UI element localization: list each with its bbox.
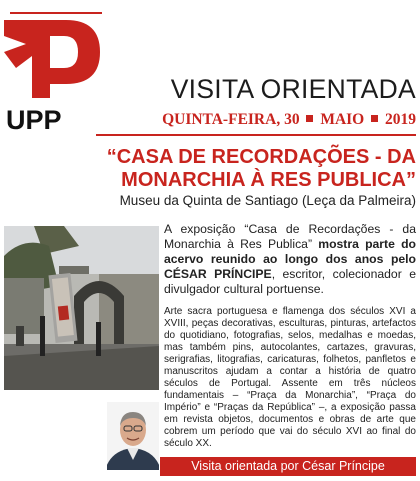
date-day: QUINTA-FEIRA, 30 — [162, 111, 300, 128]
exhibition-description: Arte sacra portuguesa e flamenga dos séculos XVI a XVIII, peças decorativas, esculturas, pinturas, artefactos do quotidiano, fotografias, selos, medalhas e moedas, mas também pins, autocolantes, cartazes, gravuras, serigrafias, litografias, caricaturas, folhetos, panfletos e manuscritos ajudam a contar a história de quatro séculos de Portugal. Assente em três núcleos fundamentais – “Praça da Monarchia”, “Praça do Império” e “Praças da República” –, a exposição passa em revista objetos, documentos e obras de arte que cobrem um período que vai do século XVI ao final do século XX. — [164, 306, 416, 449]
lead-highlight: mostra parte do acervo reunido ao longo dos anos pelo CÉSAR PRÍNCIPE — [164, 237, 416, 281]
date-year: 2019 — [385, 111, 416, 128]
guided-visit-banner: Visita orientada por César Príncipe — [160, 457, 416, 476]
event-title: VISITA ORIENTADA — [170, 74, 416, 104]
lead-intro: A exposição “Casa de Recordações - da Monarchia à Res Publica” — [164, 222, 416, 251]
date-month: MAIO — [320, 111, 365, 128]
square-bullet-icon — [371, 115, 378, 122]
upp-logo-text: UPP — [6, 105, 62, 135]
lead-outro: , escritor, colecionador e divulgador cultural portuense. — [164, 267, 416, 296]
upp-logo-mark — [4, 4, 102, 136]
venue-line: Museu da Quinta de Santiago (Leça da Palmeira) — [119, 193, 416, 208]
square-bullet-icon — [306, 115, 313, 122]
cesar-principe-portrait — [107, 402, 159, 470]
museum-photo — [4, 226, 159, 390]
upp-logo — [4, 4, 102, 136]
event-date — [108, 111, 416, 129]
header-divider — [96, 134, 416, 136]
exhibition-headline: “CASA DE RECORDAÇÕES - DA MONARCHIA À RES PUBLICA” — [106, 146, 416, 191]
lead-paragraph — [164, 222, 416, 297]
